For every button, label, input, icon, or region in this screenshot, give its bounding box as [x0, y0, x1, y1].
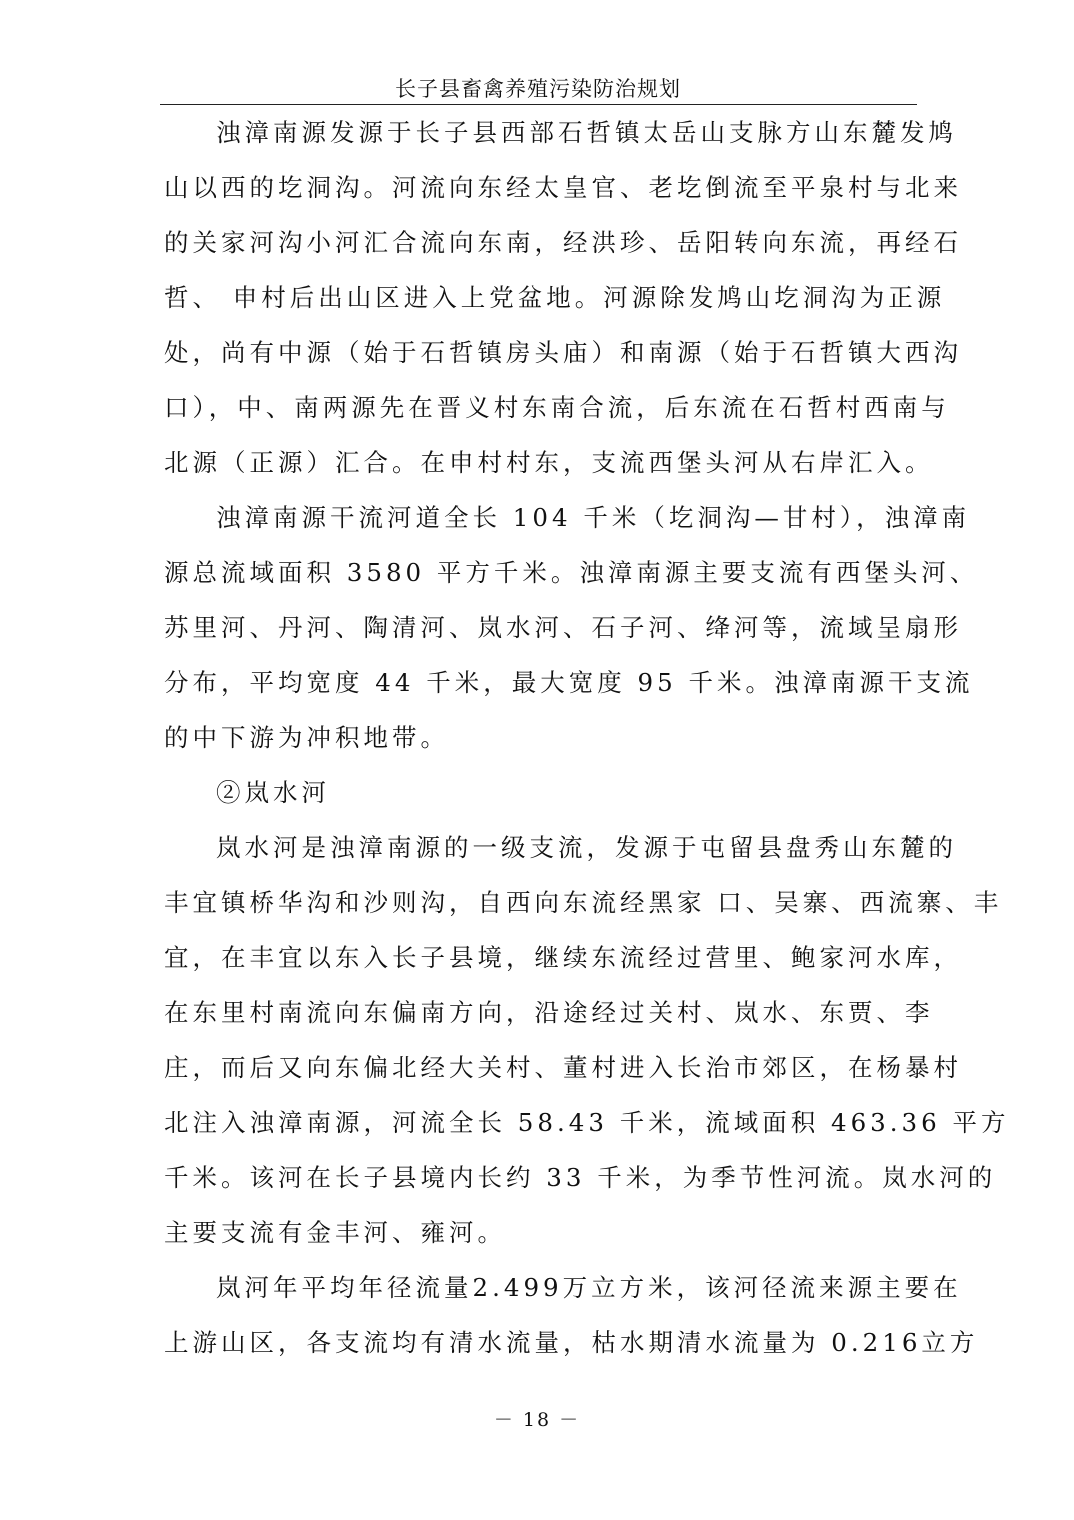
page-header-title: 长子县畜禽养殖污染防治规划 — [395, 77, 681, 101]
paragraph-line: 上游山区，各支流均有清水流量，枯水期清水流量为 0.216立方 — [164, 1328, 979, 1357]
paragraph-line: 在东里村南流向东偏南方向，沿途经过关村、岚水、东贾、李 — [164, 998, 934, 1027]
document-body — [164, 110, 1010, 1375]
page-number: － 18 － — [493, 1409, 581, 1431]
paragraph-line: 的关家河沟小河汇合流向东南，经洪珍、岳阳转向东流，再经石 — [164, 228, 962, 257]
paragraph-line: 宜，在丰宜以东入长子县境，继续东流经过营里、鲍家河水库， — [164, 943, 962, 972]
paragraph-line: 浊漳南源发源于长子县西部石哲镇太岳山支脉方山东麓发鸠 — [216, 118, 957, 147]
paragraph-line: 千米。该河在长子县境内长约 33 千米，为季节性河流。岚水河的 — [164, 1163, 997, 1192]
paragraph-line: 源总流域面积 3580 平方千米。浊漳南源主要支流有西堡头河、 — [164, 558, 979, 587]
paragraph-line: 处，尚有中源（始于石哲镇房头庙）和南源（始于石哲镇大西沟 — [164, 338, 962, 367]
header-divider — [160, 104, 917, 105]
paragraph-line: 浊漳南源干流河道全长 104 千米（圪洞沟—甘村），浊漳南 — [216, 503, 971, 532]
paragraph-line: 哲、 申村后出山区进入上党盆地。河源除发鸠山圪洞沟为正源 — [164, 283, 946, 312]
paragraph-line: 山以西的圪洞沟。河流向东经太皇官、老圪倒流至平泉村与北来 — [164, 173, 962, 202]
paragraph-line: 主要支流有金丰河、雍河。 — [164, 1218, 506, 1247]
paragraph-line: 北源（正源）汇合。在申村村东，支流西堡头河从右岸汇入。 — [164, 448, 934, 477]
paragraph-line: 苏里河、丹河、陶清河、岚水河、石子河、绛河等，流域呈扇形 — [164, 613, 962, 642]
paragraph-line: 北注入浊漳南源，河流全长 58.43 千米，流域面积 463.36 平方 — [164, 1108, 1010, 1137]
paragraph-line: 庄，而后又向东偏北经大关村、董村进入长治市郊区，在杨暴村 — [164, 1053, 962, 1082]
paragraph-line: 分布，平均宽度 44 千米，最大宽度 95 千米。浊漳南源干支流 — [164, 668, 974, 697]
paragraph-line: 岚水河是浊漳南源的一级支流，发源于屯留县盘秀山东麓的 — [216, 833, 957, 862]
paragraph-line: 口），中、南两源先在晋义村东南合流，后东流在石哲村西南与 — [164, 393, 950, 422]
paragraph-line: 的中下游为冲积地带。 — [164, 723, 449, 752]
section-heading: ②岚水河 — [216, 778, 330, 807]
paragraph-line: 丰宜镇桥华沟和沙则沟，自西向东流经黑家 口、吴寨、西流寨、丰 — [164, 888, 1003, 917]
paragraph-line: 岚河年平均年径流量2.499万立方米，该河径流来源主要在 — [216, 1273, 962, 1302]
